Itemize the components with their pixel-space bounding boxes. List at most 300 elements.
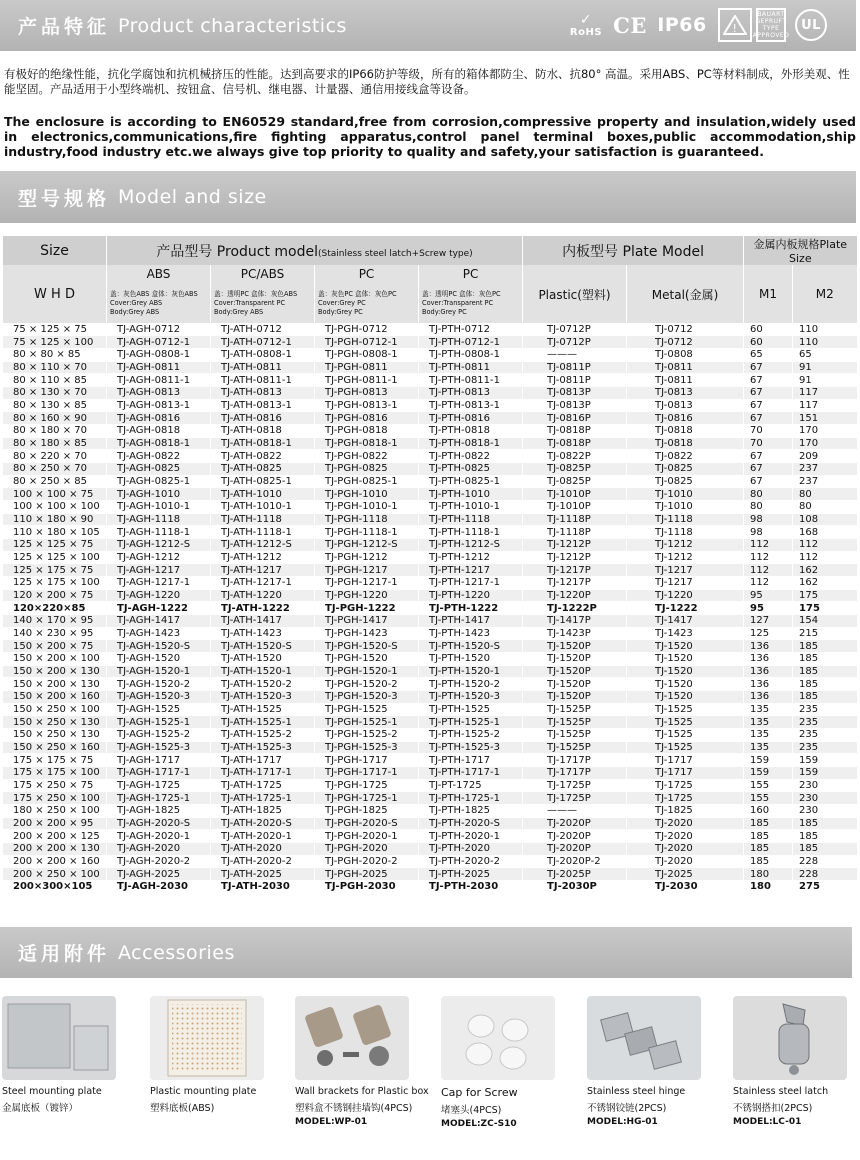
pcabs-model-cell: TJ-ATH-1118-1 — [211, 526, 315, 539]
metal-plate-cell: TJ-2020 — [627, 817, 744, 830]
m2-cell: 110 — [793, 323, 857, 336]
table-row — [3, 323, 857, 336]
pc-grey-model-cell: TJ-PGH-0818 — [315, 424, 419, 437]
m2-cell: 228 — [793, 868, 857, 881]
m1-cell: 159 — [744, 767, 793, 780]
abs-model-cell: TJ-AGH-1825 — [107, 805, 211, 818]
pc-transparent-model-cell: TJ-PTH-1725-1 — [419, 792, 523, 805]
m2-cell: 235 — [793, 703, 857, 716]
steel-plate-image — [2, 996, 116, 1080]
ce-mark-icon: CE — [613, 12, 647, 38]
m2-cell: 159 — [793, 754, 857, 767]
section-title-en: Product characteristics — [118, 14, 347, 37]
metal-plate-cell: TJ-1222 — [627, 602, 744, 615]
pcabs-model-cell: TJ-ATH-0825-1 — [211, 475, 315, 488]
pcabs-model-cell: TJ-ATH-1217 — [211, 564, 315, 577]
table-row — [3, 729, 857, 742]
pc-grey-model-cell: TJ-PGH-0825-1 — [315, 475, 419, 488]
m2-cell: 162 — [793, 576, 857, 589]
header-pcabs-desc: 盖：透明PC 盒体：灰色ABS Cover:Transparent PC Body:Grey ABS — [211, 283, 315, 323]
plastic-plate-cell: TJ-1222P — [523, 602, 627, 615]
abs-model-cell: TJ-AGH-1212 — [107, 551, 211, 564]
metal-plate-cell: TJ-1217 — [627, 564, 744, 577]
abs-model-cell: TJ-AGH-1417 — [107, 614, 211, 627]
metal-plate-cell: TJ-1725 — [627, 792, 744, 805]
table-row — [3, 779, 857, 792]
size-cell: 100 × 100 × 75 — [3, 488, 107, 501]
abs-model-cell: TJ-AGH-1217 — [107, 564, 211, 577]
size-cell: 75 × 125 × 75 — [3, 323, 107, 336]
pc-transparent-model-cell: TJ-PTH-1525 — [419, 703, 523, 716]
size-cell: 175 × 175 × 100 — [3, 767, 107, 780]
plastic-plate-cell: TJ-2025P — [523, 868, 627, 881]
m2-cell: 108 — [793, 513, 857, 526]
pcabs-model-cell: TJ-ATH-1525 — [211, 703, 315, 716]
metal-plate-cell: TJ-1118 — [627, 526, 744, 539]
abs-model-cell: TJ-AGH-1525 — [107, 703, 211, 716]
pc-grey-model-cell: TJ-PGH-0825 — [315, 462, 419, 475]
m2-cell: 185 — [793, 843, 857, 856]
warning-mark: ! — [732, 22, 738, 35]
table-row — [3, 336, 857, 349]
plastic-plate-cell: TJ-2030P — [523, 881, 627, 894]
m1-cell: 159 — [744, 754, 793, 767]
m2-cell: 65 — [793, 348, 857, 361]
size-cell: 175 × 250 × 75 — [3, 779, 107, 792]
abs-model-cell: TJ-AGH-1725 — [107, 779, 211, 792]
pc-transparent-model-cell: TJ-PTH-2025 — [419, 868, 523, 881]
pc-grey-model-cell: TJ-PGH-0808-1 — [315, 348, 419, 361]
header-m2: M2 — [793, 265, 857, 323]
table-row — [3, 640, 857, 653]
accessory-name-cn: 堵塞头(4PCS) — [441, 1105, 502, 1116]
abs-model-cell: TJ-AGH-0811-1 — [107, 374, 211, 387]
abs-model-cell: TJ-AGH-0813 — [107, 386, 211, 399]
accessory-plastic-mounting-plate — [150, 996, 290, 1114]
size-cell: 150 × 200 × 130 — [3, 678, 107, 691]
header-pcabs: PC/ABS — [211, 265, 315, 283]
table-row — [3, 576, 857, 589]
metal-plate-cell: TJ-2025 — [627, 868, 744, 881]
m1-cell: 80 — [744, 488, 793, 501]
header-product-model — [107, 236, 523, 265]
pc-transparent-model-cell: TJ-PTH-1520-S — [419, 640, 523, 653]
metal-plate-cell: TJ-1525 — [627, 703, 744, 716]
header-whd: W H D — [3, 265, 107, 323]
plastic-plate-cell: TJ-0816P — [523, 412, 627, 425]
plastic-plate-cell: TJ-1118P — [523, 526, 627, 539]
metal-plate-cell: TJ-2020 — [627, 843, 744, 856]
pcabs-model-cell: TJ-ATH-1717 — [211, 754, 315, 767]
abs-model-cell: TJ-AGH-1725-1 — [107, 792, 211, 805]
m2-cell: 117 — [793, 399, 857, 412]
metal-plate-cell: TJ-0712 — [627, 336, 744, 349]
plastic-plate-cell: TJ-1417P — [523, 614, 627, 627]
size-cell: 100 × 100 × 100 — [3, 500, 107, 513]
pc-grey-model-cell: TJ-PGH-1520 — [315, 652, 419, 665]
pc-grey-model-cell: TJ-PGH-2020-2 — [315, 855, 419, 868]
metal-plate-cell: TJ-1118 — [627, 513, 744, 526]
size-cell: 175 × 250 × 100 — [3, 792, 107, 805]
size-cell: 150 × 250 × 130 — [3, 716, 107, 729]
table-row — [3, 843, 857, 856]
m1-cell: 136 — [744, 640, 793, 653]
pc-grey-model-cell: TJ-PGH-1417 — [315, 614, 419, 627]
abs-model-cell: TJ-AGH-0818 — [107, 424, 211, 437]
abs-model-cell: TJ-AGH-1520-1 — [107, 665, 211, 678]
plastic-plate-cell: TJ-1525P — [523, 741, 627, 754]
plastic-plate-cell: TJ-2020P-2 — [523, 855, 627, 868]
plastic-plate-cell: TJ-0818P — [523, 437, 627, 450]
metal-plate-cell: TJ-1717 — [627, 767, 744, 780]
table-row — [3, 475, 857, 488]
size-cell: 200 × 200 × 130 — [3, 843, 107, 856]
pc-transparent-model-cell: TJ-PTH-0825 — [419, 462, 523, 475]
m2-cell: 185 — [793, 652, 857, 665]
plastic-plate-cell: TJ-0811P — [523, 374, 627, 387]
plastic-plate-cell: TJ-1725P — [523, 792, 627, 805]
pc-transparent-model-cell: TJ-PTH-2020 — [419, 843, 523, 856]
abs-model-cell: TJ-AGH-1217-1 — [107, 576, 211, 589]
abs-model-cell: TJ-AGH-1520-S — [107, 640, 211, 653]
metal-plate-cell: TJ-0712 — [627, 323, 744, 336]
m1-cell: 67 — [744, 386, 793, 399]
pcabs-model-cell: TJ-ATH-1222 — [211, 602, 315, 615]
metal-plate-cell: TJ-1212 — [627, 538, 744, 551]
m1-cell: 112 — [744, 564, 793, 577]
pcabs-model-cell: TJ-ATH-2020 — [211, 843, 315, 856]
pc-grey-model-cell: TJ-PGH-1217 — [315, 564, 419, 577]
m1-cell: 60 — [744, 323, 793, 336]
pcabs-model-cell: TJ-ATH-1520-3 — [211, 690, 315, 703]
warning-triangle-icon — [718, 8, 752, 42]
metal-plate-cell: TJ-0825 — [627, 475, 744, 488]
size-cell: 110 × 180 × 90 — [3, 513, 107, 526]
m1-cell: 112 — [744, 538, 793, 551]
plastic-plate-cell: TJ-2020P — [523, 817, 627, 830]
m1-cell: 67 — [744, 399, 793, 412]
metal-plate-cell: TJ-0811 — [627, 361, 744, 374]
ip66-label: IP66 — [657, 14, 707, 36]
abs-model-cell: TJ-AGH-0818-1 — [107, 437, 211, 450]
table-row — [3, 450, 857, 463]
accessory-model: MODEL:ZC-S10 — [441, 1119, 517, 1129]
m1-cell: 185 — [744, 843, 793, 856]
metal-plate-cell: TJ-2020 — [627, 830, 744, 843]
m2-cell: 170 — [793, 424, 857, 437]
m2-cell: 185 — [793, 690, 857, 703]
pcabs-model-cell: TJ-ATH-1010 — [211, 488, 315, 501]
accessory-name-cn: 塑料盒不锈钢挂墙钩(4PCS) — [295, 1103, 413, 1114]
pcabs-model-cell: TJ-ATH-1417 — [211, 614, 315, 627]
pc-transparent-model-cell: TJ-PTH-0808-1 — [419, 348, 523, 361]
m2-cell: 185 — [793, 817, 857, 830]
pcabs-model-cell: TJ-ATH-1525-1 — [211, 716, 315, 729]
m2-cell: 230 — [793, 779, 857, 792]
size-cell: 150 × 250 × 160 — [3, 741, 107, 754]
pcabs-model-cell: TJ-ATH-0818 — [211, 424, 315, 437]
abs-model-cell: TJ-AGH-1118-1 — [107, 526, 211, 539]
pc-transparent-model-cell: TJ-PTH-1717 — [419, 754, 523, 767]
pc-transparent-model-cell: TJ-PTH-1212-S — [419, 538, 523, 551]
metal-plate-cell: TJ-0822 — [627, 450, 744, 463]
m1-cell: 160 — [744, 805, 793, 818]
m1-cell: 155 — [744, 792, 793, 805]
plastic-plate-cell: TJ-1520P — [523, 665, 627, 678]
pc-transparent-model-cell: TJ-PTH-1118-1 — [419, 526, 523, 539]
abs-model-cell: TJ-AGH-1717 — [107, 754, 211, 767]
pc-transparent-model-cell: TJ-PTH-0822 — [419, 450, 523, 463]
pc-grey-model-cell: TJ-PGH-2020-1 — [315, 830, 419, 843]
m2-cell: 112 — [793, 551, 857, 564]
metal-plate-cell: TJ-1520 — [627, 652, 744, 665]
size-cell: 75 × 125 × 100 — [3, 336, 107, 349]
table-row — [3, 386, 857, 399]
pc-grey-model-cell: TJ-PGH-1525-1 — [315, 716, 419, 729]
pc-transparent-model-cell: TJ-PTH-2030 — [419, 881, 523, 894]
metal-plate-cell: TJ-1220 — [627, 589, 744, 602]
abs-model-cell: TJ-AGH-1222 — [107, 602, 211, 615]
table-row — [3, 462, 857, 475]
abs-model-cell: TJ-AGH-2025 — [107, 868, 211, 881]
m1-cell: 136 — [744, 652, 793, 665]
pcabs-model-cell: TJ-ATH-2020-S — [211, 817, 315, 830]
size-cell: 125 × 125 × 100 — [3, 551, 107, 564]
m2-cell: 112 — [793, 538, 857, 551]
metal-plate-cell: TJ-1520 — [627, 640, 744, 653]
table-row — [3, 538, 857, 551]
table-row — [3, 602, 857, 615]
m1-cell: 70 — [744, 437, 793, 450]
pcabs-model-cell: TJ-ATH-2025 — [211, 868, 315, 881]
table-row — [3, 614, 857, 627]
pcabs-model-cell: TJ-ATH-1520 — [211, 652, 315, 665]
abs-model-cell: TJ-AGH-0808-1 — [107, 348, 211, 361]
accessory-name: Cap for Screw — [441, 1086, 518, 1099]
pcabs-model-cell: TJ-ATH-1725-1 — [211, 792, 315, 805]
accessory-name-cn: 不锈钢铰链(2PCS) — [587, 1103, 667, 1114]
pcabs-model-cell: TJ-ATH-1220 — [211, 589, 315, 602]
m2-cell: 275 — [793, 881, 857, 894]
m1-cell: 125 — [744, 627, 793, 640]
pc-grey-model-cell: TJ-PGH-0712-1 — [315, 336, 419, 349]
size-cell: 175 × 175 × 75 — [3, 754, 107, 767]
abs-model-cell: TJ-AGH-1525-2 — [107, 729, 211, 742]
pc-transparent-model-cell: TJ-PTH-1118 — [419, 513, 523, 526]
m1-cell: 185 — [744, 817, 793, 830]
pc-transparent-model-cell: TJ-PTH-1010 — [419, 488, 523, 501]
abs-model-cell: TJ-AGH-0816 — [107, 412, 211, 425]
pc-transparent-model-cell: TJ-PTH-1220 — [419, 589, 523, 602]
pcabs-model-cell: TJ-ATH-2030 — [211, 881, 315, 894]
m1-cell: 67 — [744, 412, 793, 425]
metal-plate-cell: TJ-1520 — [627, 665, 744, 678]
metal-plate-cell: TJ-0811 — [627, 374, 744, 387]
accessory-name: Stainless steel latch — [733, 1086, 829, 1097]
table-row — [3, 424, 857, 437]
pcabs-model-cell: TJ-ATH-1423 — [211, 627, 315, 640]
pc-transparent-model-cell: TJ-PTH-0813 — [419, 386, 523, 399]
pc-transparent-model-cell: TJ-PTH-0818-1 — [419, 437, 523, 450]
accessory-model: MODEL:WP-01 — [295, 1117, 368, 1127]
abs-model-cell: TJ-AGH-0811 — [107, 361, 211, 374]
bauart-approved-icon: BAUART GEPRUFT TYPE APPROVED — [756, 8, 786, 42]
plastic-plate-cell: TJ-1217P — [523, 564, 627, 577]
metal-plate-cell: TJ-0813 — [627, 386, 744, 399]
pc-transparent-model-cell: TJ-PTH-2020-2 — [419, 855, 523, 868]
size-cell: 200 × 200 × 160 — [3, 855, 107, 868]
m2-cell: 91 — [793, 374, 857, 387]
size-cell: 80 × 130 × 85 — [3, 399, 107, 412]
table-row — [3, 678, 857, 691]
plastic-plate-cell: TJ-0813P — [523, 386, 627, 399]
plastic-plate-cell: TJ-0712P — [523, 336, 627, 349]
plastic-plate-cell: TJ-0818P — [523, 424, 627, 437]
plastic-plate-cell: TJ-0811P — [523, 361, 627, 374]
plastic-plate-cell: TJ-1525P — [523, 716, 627, 729]
header-pc-transparent-desc: 盖：透明PC 盒体：灰色PC Cover:Transparent PC Body:Grey PC — [419, 283, 523, 323]
accessory-name-cn: 不锈钢搭扣(2PCS) — [733, 1103, 813, 1114]
table-row — [3, 665, 857, 678]
table-row — [3, 703, 857, 716]
metal-plate-cell: TJ-0813 — [627, 399, 744, 412]
abs-model-cell: TJ-AGH-1525-3 — [107, 741, 211, 754]
m1-cell: 67 — [744, 462, 793, 475]
wall-bracket-image — [295, 996, 409, 1080]
plastic-plate-cell: TJ-0825P — [523, 462, 627, 475]
metal-plate-cell: TJ-1520 — [627, 678, 744, 691]
plastic-plate-cell: TJ-0822P — [523, 450, 627, 463]
metal-plate-cell: TJ-0825 — [627, 462, 744, 475]
pc-transparent-model-cell: TJ-PTH-1217-1 — [419, 576, 523, 589]
rohs-label: RoHS — [569, 26, 603, 38]
size-cell: 110 × 180 × 105 — [3, 526, 107, 539]
pcabs-model-cell: TJ-ATH-1217-1 — [211, 576, 315, 589]
m2-cell: 215 — [793, 627, 857, 640]
abs-model-cell: TJ-AGH-2020-1 — [107, 830, 211, 843]
accessory-name-cn: 金属底板（镀锌） — [2, 1103, 79, 1114]
m1-cell: 135 — [744, 703, 793, 716]
pc-grey-model-cell: TJ-PGH-1220 — [315, 589, 419, 602]
table-row — [3, 500, 857, 513]
header-product-model-note: (Stainless steel latch+Screw type) — [318, 248, 473, 259]
pc-transparent-model-cell: TJ-PTH-1520 — [419, 652, 523, 665]
plastic-plate-cell: TJ-1717P — [523, 767, 627, 780]
abs-model-cell: TJ-AGH-1520-3 — [107, 690, 211, 703]
accessory-name: Stainless steel hinge — [587, 1086, 686, 1097]
m2-cell: 151 — [793, 412, 857, 425]
pc-grey-model-cell: TJ-PGH-1010-1 — [315, 500, 419, 513]
pc-transparent-model-cell: TJ-PTH-1525-3 — [419, 741, 523, 754]
accessory-name: Wall brackets for Plastic box — [295, 1086, 429, 1097]
size-cell: 120×220×85 — [3, 602, 107, 615]
size-cell: 150 × 200 × 160 — [3, 690, 107, 703]
header-metal: Metal(金属) — [627, 265, 744, 323]
m2-cell: 117 — [793, 386, 857, 399]
pcabs-model-cell: TJ-ATH-1212 — [211, 551, 315, 564]
pcabs-model-cell: TJ-ATH-1525-3 — [211, 741, 315, 754]
m1-cell: 185 — [744, 855, 793, 868]
pc-transparent-model-cell: TJ-PTH-0825-1 — [419, 475, 523, 488]
pc-grey-model-cell: TJ-PGH-1010 — [315, 488, 419, 501]
metal-plate-cell: TJ-1520 — [627, 690, 744, 703]
pcabs-model-cell: TJ-ATH-1717-1 — [211, 767, 315, 780]
plastic-plate-cell: TJ-1423P — [523, 627, 627, 640]
m1-cell: 135 — [744, 716, 793, 729]
ul-mark-icon: UL — [795, 9, 827, 41]
m1-cell: 136 — [744, 678, 793, 691]
table-row — [3, 374, 857, 387]
pcabs-model-cell: TJ-ATH-1520-1 — [211, 665, 315, 678]
pc-grey-model-cell: TJ-PGH-1525-2 — [315, 729, 419, 742]
header-pc-grey-desc: 盖：灰色PC 盒体：灰色PC Cover:Grey PC Body:Grey PC — [315, 283, 419, 323]
table-row — [3, 513, 857, 526]
table-row — [3, 690, 857, 703]
m2-cell: 230 — [793, 805, 857, 818]
size-cell: 80 × 250 × 85 — [3, 475, 107, 488]
header-plate-model: 内板型号 Plate Model — [523, 236, 744, 265]
metal-plate-cell: TJ-1417 — [627, 614, 744, 627]
pc-transparent-model-cell: TJ-PTH-0712-1 — [419, 336, 523, 349]
pc-grey-model-cell: TJ-PGH-2030 — [315, 881, 419, 894]
metal-plate-cell: TJ-1212 — [627, 551, 744, 564]
plastic-plate-cell: TJ-1525P — [523, 703, 627, 716]
pc-transparent-model-cell: TJ-PTH-1525-1 — [419, 716, 523, 729]
size-cell: 80 × 160 × 90 — [3, 412, 107, 425]
pc-grey-model-cell: TJ-PGH-1520-2 — [315, 678, 419, 691]
pcabs-model-cell: TJ-ATH-0811-1 — [211, 374, 315, 387]
m2-cell: 185 — [793, 830, 857, 843]
section-title-cn: 产品特征 — [18, 16, 111, 38]
table-row — [3, 716, 857, 729]
accessory-model: MODEL:HG-01 — [587, 1117, 658, 1127]
size-cell: 150 × 250 × 100 — [3, 703, 107, 716]
plastic-plate-cell: TJ-1525P — [523, 729, 627, 742]
abs-model-cell: TJ-AGH-0825-1 — [107, 475, 211, 488]
m2-cell: 91 — [793, 361, 857, 374]
pc-grey-model-cell: TJ-PGH-1212 — [315, 551, 419, 564]
pc-grey-model-cell: TJ-PGH-1222 — [315, 602, 419, 615]
section-title-en: Accessories — [118, 941, 235, 964]
header-pc-grey: PC — [315, 265, 419, 283]
plastic-plate-cell: TJ-1717P — [523, 754, 627, 767]
pc-transparent-model-cell: TJ-PTH-1520-1 — [419, 665, 523, 678]
m2-cell: 80 — [793, 500, 857, 513]
pc-transparent-model-cell: TJ-PTH-1520-2 — [419, 678, 523, 691]
hinge-image — [587, 996, 701, 1080]
size-cell: 80 × 110 × 70 — [3, 361, 107, 374]
plastic-plate-cell: TJ-1212P — [523, 551, 627, 564]
size-cell: 80 × 250 × 70 — [3, 462, 107, 475]
pc-grey-model-cell: TJ-PGH-0811-1 — [315, 374, 419, 387]
metal-plate-cell: TJ-0818 — [627, 424, 744, 437]
plastic-plate-cell: TJ-2020P — [523, 830, 627, 843]
table-row — [3, 855, 857, 868]
size-cell: 120 × 200 × 75 — [3, 589, 107, 602]
pcabs-model-cell: TJ-ATH-0811 — [211, 361, 315, 374]
m1-cell: 67 — [744, 374, 793, 387]
plastic-plate-cell: TJ-1010P — [523, 500, 627, 513]
pc-grey-model-cell: TJ-PGH-0822 — [315, 450, 419, 463]
metal-plate-cell: TJ-1825 — [627, 805, 744, 818]
pc-transparent-model-cell: TJ-PT-1725 — [419, 779, 523, 792]
header-plastic: Plastic(塑料) — [523, 265, 627, 323]
pc-grey-model-cell: TJ-PGH-1217-1 — [315, 576, 419, 589]
pcabs-model-cell: TJ-ATH-2020-1 — [211, 830, 315, 843]
header-size: Size — [3, 236, 107, 265]
size-cell: 180 × 250 × 100 — [3, 805, 107, 818]
table-row — [3, 767, 857, 780]
